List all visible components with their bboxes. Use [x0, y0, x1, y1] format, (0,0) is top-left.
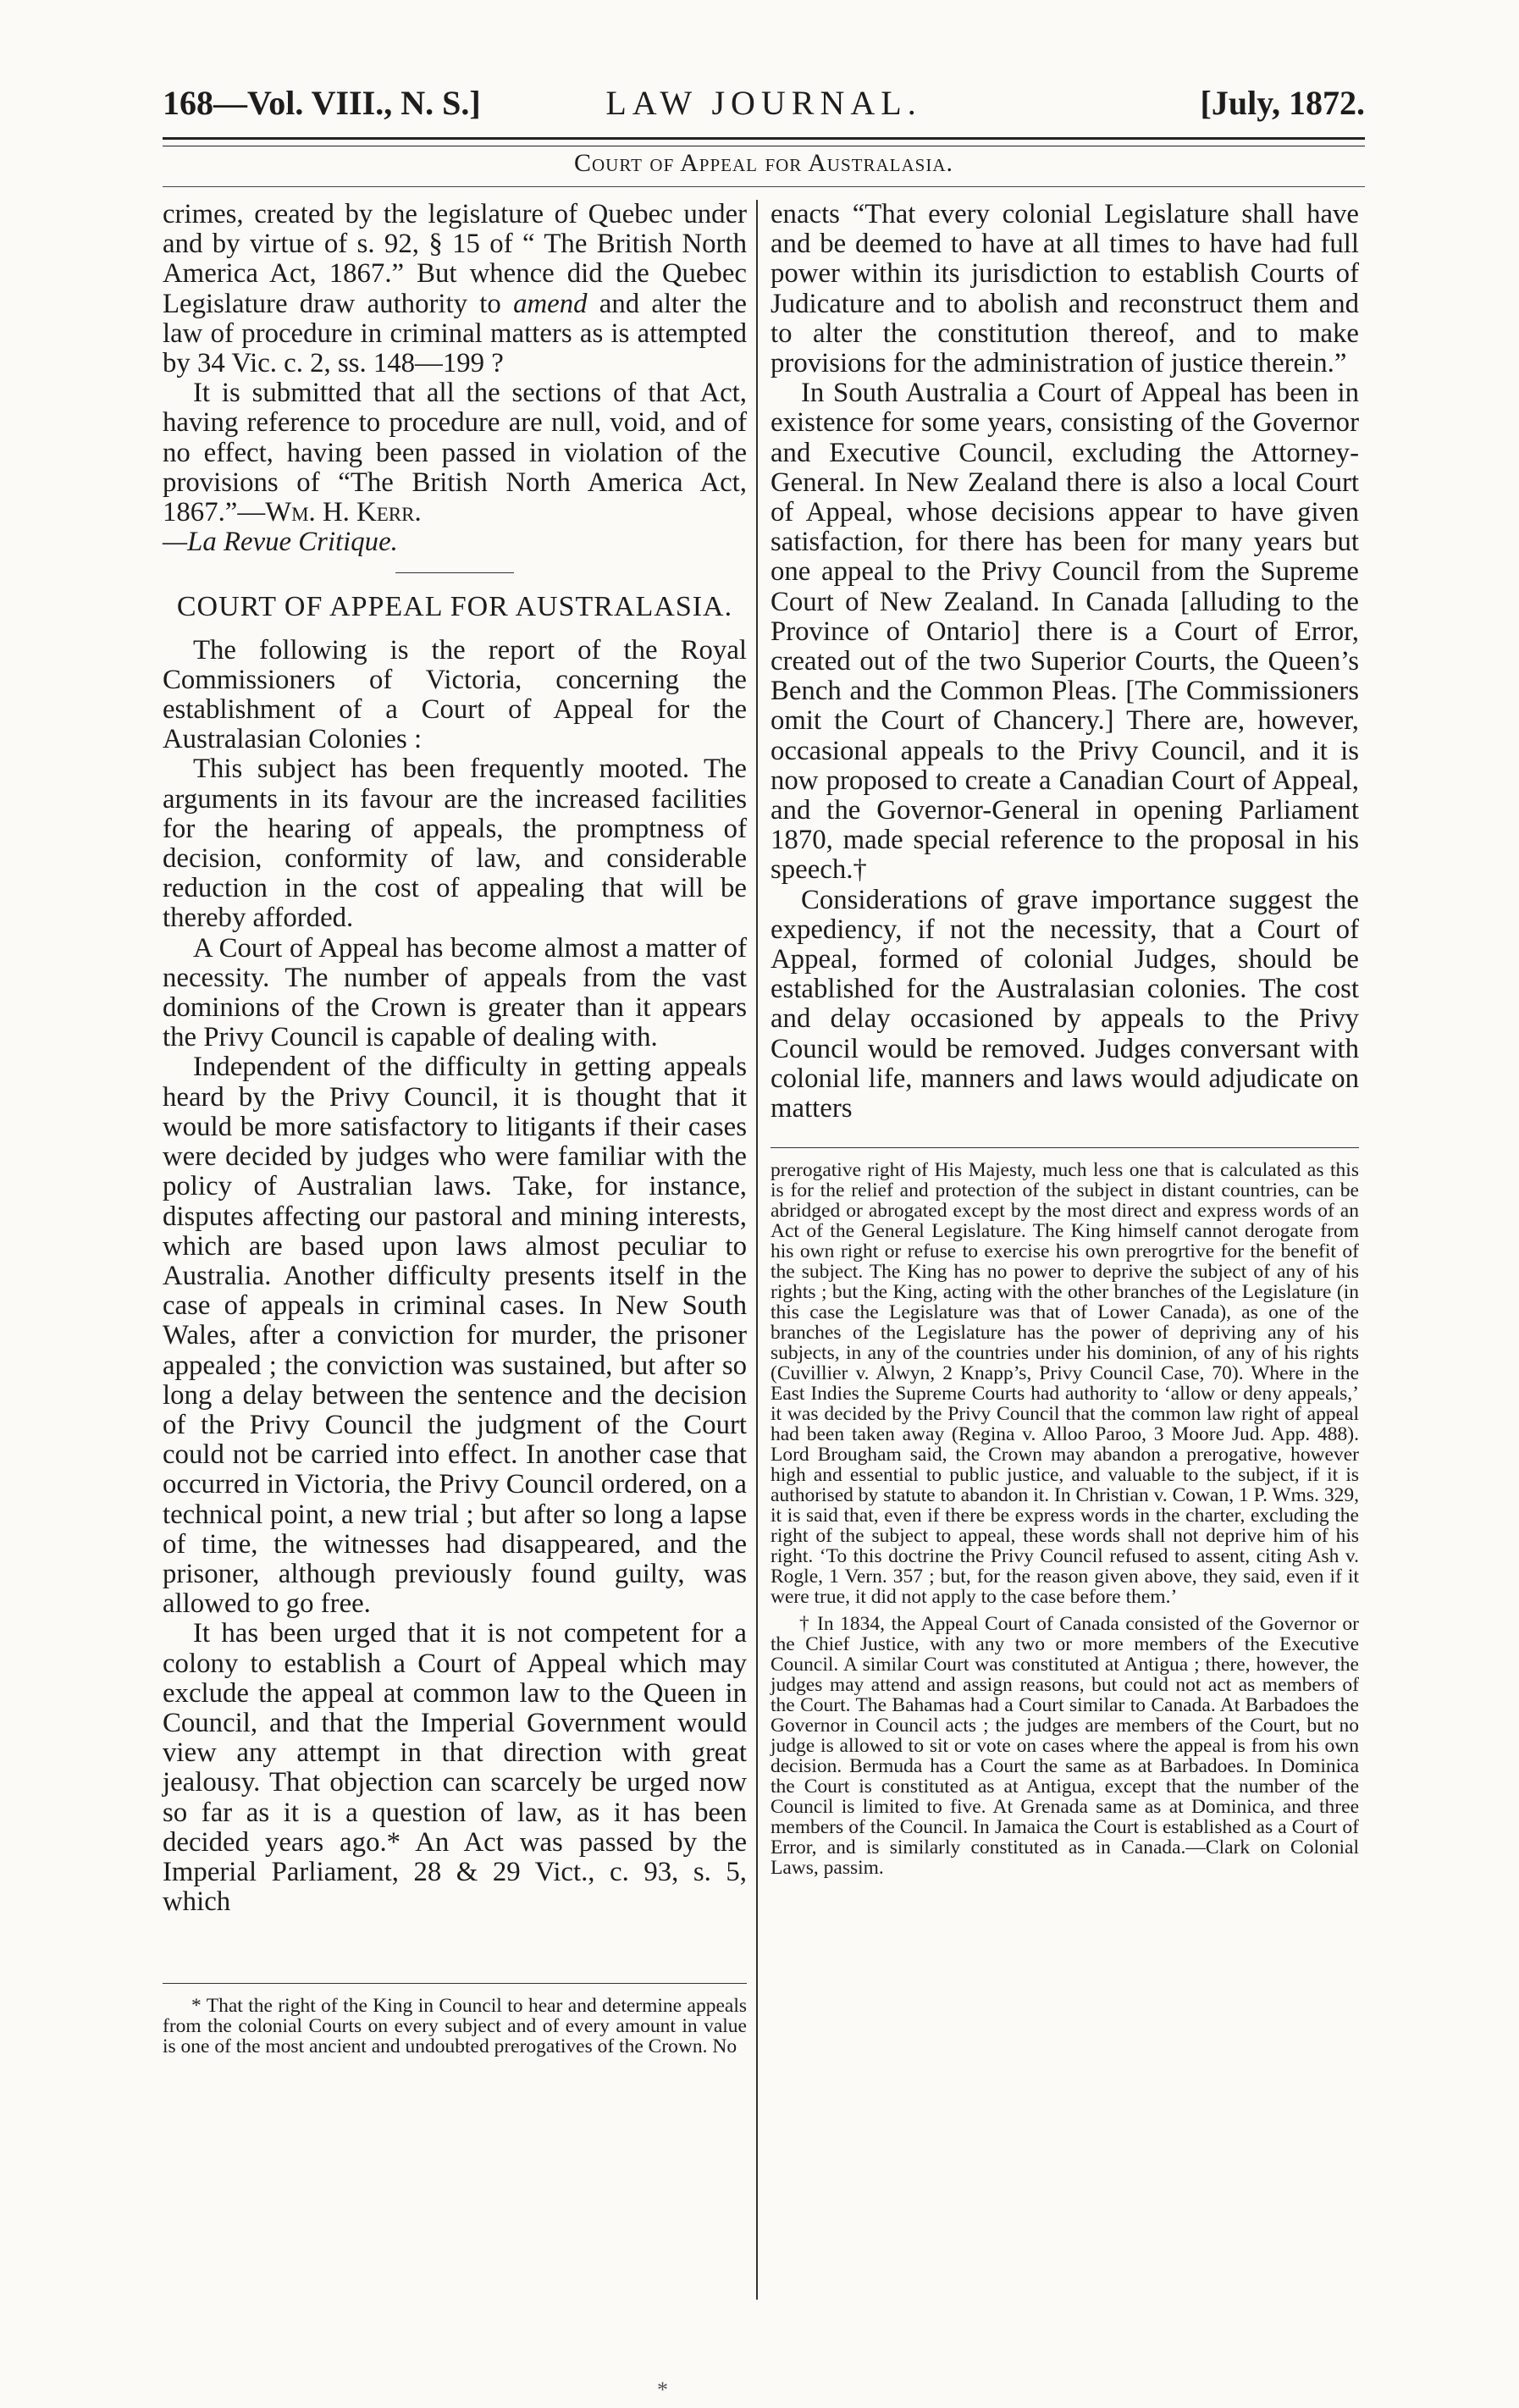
footnote-continuation: prerogative right of His Majesty, much less one that is calculated as this is for the relief and protection of the subject in distant countries, can be abridged or abrogated except by the most direct and express words of an Act of the General Legislature. The King himself cannot derogate from his own right or refuse to exercise his own prerogrtive for the benefit of the subject. The King has no power to deprive the subject of any of his rights ; but the King, acting with the other branches of the Legislature (in this case the Legislature was that of Lower Canada), as one of the branches of the Legislature has the power of depriving any of his subjects, in any of the countries under his dominion, of any of his rights (Cuvillier v. Alwyn, 2 Knapp’s, Privy Council Case, 70). Where in the East Indies the Supreme Courts had authority to ‘allow or deny appeals,’ it was decided by the Privy Council that the common law right of appeal had been taken away (Regina v. Alloo Paroo, 3 Moore Jud. App. 488). Lord Brougham said, the Crown may abandon a prerogative, however high and essential to public justice, and valuable to the subject, if it is authorised by statute to abandon it. In Christian v. Cowan, 1 P. Wms. 329, it is said that, even if there be express words in the charter, excluding the right of the subject to appeal, these words shall not deprive him of his right. ‘To this doctrine the Privy Council refused to assent, citing Ash v. Rogle, 1 Vern. 357 ; but, for the reason given above, they said, even if it were true, it did not apply to the case before them.’: [771, 1159, 1359, 1609]
header-double-rule: [163, 137, 1365, 146]
journal-title: LAW JOURNAL.: [605, 84, 922, 122]
paragraph: enacts “That every colonial Legislature shall have and be deemed to have at all times to have had full power within its jurisdiction to establish Courts of Judicature and to abolish and reconstruct them and to alter the constitution thereof, and to make provisions for the administration of justice therein.”: [771, 199, 1359, 379]
footnote-block: [163, 1983, 747, 2057]
page-number-volume: 168—Vol. VIII., N. S.]: [163, 84, 481, 122]
paragraph: Independent of the difficulty in getting appeals heard by the Privy Council, it is thought that it would be more satisfactory to litigants if their cases were decided by judges who were familiar with the policy of Australian laws. Take, for instance, disputes affecting our pastoral and mining interests, which are based upon laws almost peculiar to Australia. Another difficulty presents itself in the case of appeals in criminal cases. In New South Wales, after a conviction for murder, the prisoner appealed ; the conviction was sustained, but after so long a delay between the sentence and the decision of the Privy Council the judgment of the Court could not be carried into effect. In another case that occurred in Victoria, the Privy Council ordered, on a technical point, a new trial ; but after so long a lapse of time, the witnesses had disappeared, and the prisoner, although previously found guilty, was allowed to go free.: [163, 1052, 747, 1620]
paragraph: Considerations of grave importance suggest the expediency, if not the necessity, that a Court of Appeal, formed of colonial Judges, should be established for the Australasian colonies. The cost and delay occasioned by appeals to the Privy Council would be removed. Judges conversant with colonial life, manners and laws would adjudicate on matters: [771, 884, 1359, 1124]
page-ornament: *: [657, 2378, 668, 2402]
footnote-rule: [163, 1983, 747, 1984]
left-column: [163, 200, 747, 2063]
paragraph: This subject has been frequently mooted. The arguments in its favour are the increased facilities for the hearing of appeals, the promptness of decision, conformity of law, and considerable reduction in the cost of appealing that will be thereby afforded.: [163, 754, 747, 934]
section-heading: Court of Appeal for Australasia.: [574, 149, 953, 177]
section-rule: [163, 186, 1365, 187]
source-citation: —La Revue Critique.: [163, 527, 398, 558]
issue-date: [July, 1872.: [1200, 84, 1365, 122]
footnote-rule: [771, 1147, 1359, 1148]
right-column: [771, 200, 1359, 1885]
paragraph: crimes, created by the legislature of Quebec under and by virtue of s. 92, § 15 of “ The British North America Act, 1867.” But whence did the Quebec Legislature draw authority to amend and alter the law of procedure in criminal matters as is attempted by 34 Vic. c. 2, ss. 148—199 ?: [163, 199, 747, 379]
article-separator: [395, 572, 514, 573]
paragraph: It has been urged that it is not competent for a colony to establish a Court of Appeal which may exclude the appeal at common law to the Queen in Council, and that the Imperial Government would view any attempt in that direction with great jealousy. That objection can scarcely be urged now so far as it is a question of law, as it has been decided years ago.* An Act was passed by the Imperial Parliament, 28 & 29 Vict., c. 93, s. 5, which: [163, 1618, 747, 1918]
footnote-block: [771, 1160, 1359, 1878]
paragraph: It is submitted that all the sections of that Act, having reference to procedure are null, void, and of no effect, having been passed in violation of the provisions of “The British North America Act, 1867.”—Wm. H. Kerr.: [163, 378, 747, 528]
author-signature: Wm. H. Kerr.: [265, 497, 422, 528]
running-head: [163, 83, 1365, 137]
paragraph: The following is the report of the Royal Commissioners of Victoria, concerning the establishment of a Court of Appeal for the Australasian Colonies :: [163, 634, 747, 755]
article-title: COURT OF APPEAL FOR AUSTRALASIA.: [176, 591, 733, 623]
paragraph: In South Australia a Court of Appeal has been in existence for some years, consisting of the Governor and Executive Council, excluding the Attorney-General. In New Zealand there is also a local Court of Appeal, whose decisions appear to have given satisfaction, for there has been for many years but one appeal to the Privy Council from the Supreme Court of New Zealand. In Canada [alluding to the Province of Ontario] there is a Court of Error, created out of the two Superior Courts, the Queen’s Bench and the Common Pleas. [The Commissioners omit the Court of Chancery.] There are, however, occasional appeals to the Privy Council, and it is now proposed to create a Canadian Court of Appeal, and the Governor-General in opening Parliament 1870, made special reference to the proposal in his speech.†: [771, 378, 1359, 886]
column-divider: [756, 200, 758, 2300]
paragraph: A Court of Appeal has become almost a matter of necessity. The number of appeals from the vast dominions of the Crown is greater than it appears the Privy Council is capable of dealing with.: [163, 932, 747, 1053]
footnote: † In 1834, the Appeal Court of Canada consisted of the Governor or the Chief Justice, with any two or more members of the Executive Council. A similar Court was constituted at Antigua ; there, however, the judges may attend and assign reasons, but could not act as members of the Court. The Bahamas had a Court similar to Canada. At Barbadoes the Governor in Council acts ; the judges are members of the Court, but no judge is allowed to sit or vote on cases where the appeal is from his own decision. Bermuda has a Court the same as at Barbadoes. In Dominica the Court is constituted as at Antigua, except that the number of the Council is limited to five. At Grenada same as at Dominica, and three members of the Council. In Jamaica the Court is established as a Court of Error, and is similarly constituted as in Canada.—Clark on Colonial Laws, passim.: [771, 1613, 1359, 1880]
footnote: * That the right of the King in Council to hear and determine appeals from the colonial Courts on every subject and of every amount in value is one of the most ancient and undoubted prerogatives of the Crown. No: [163, 1995, 747, 2058]
